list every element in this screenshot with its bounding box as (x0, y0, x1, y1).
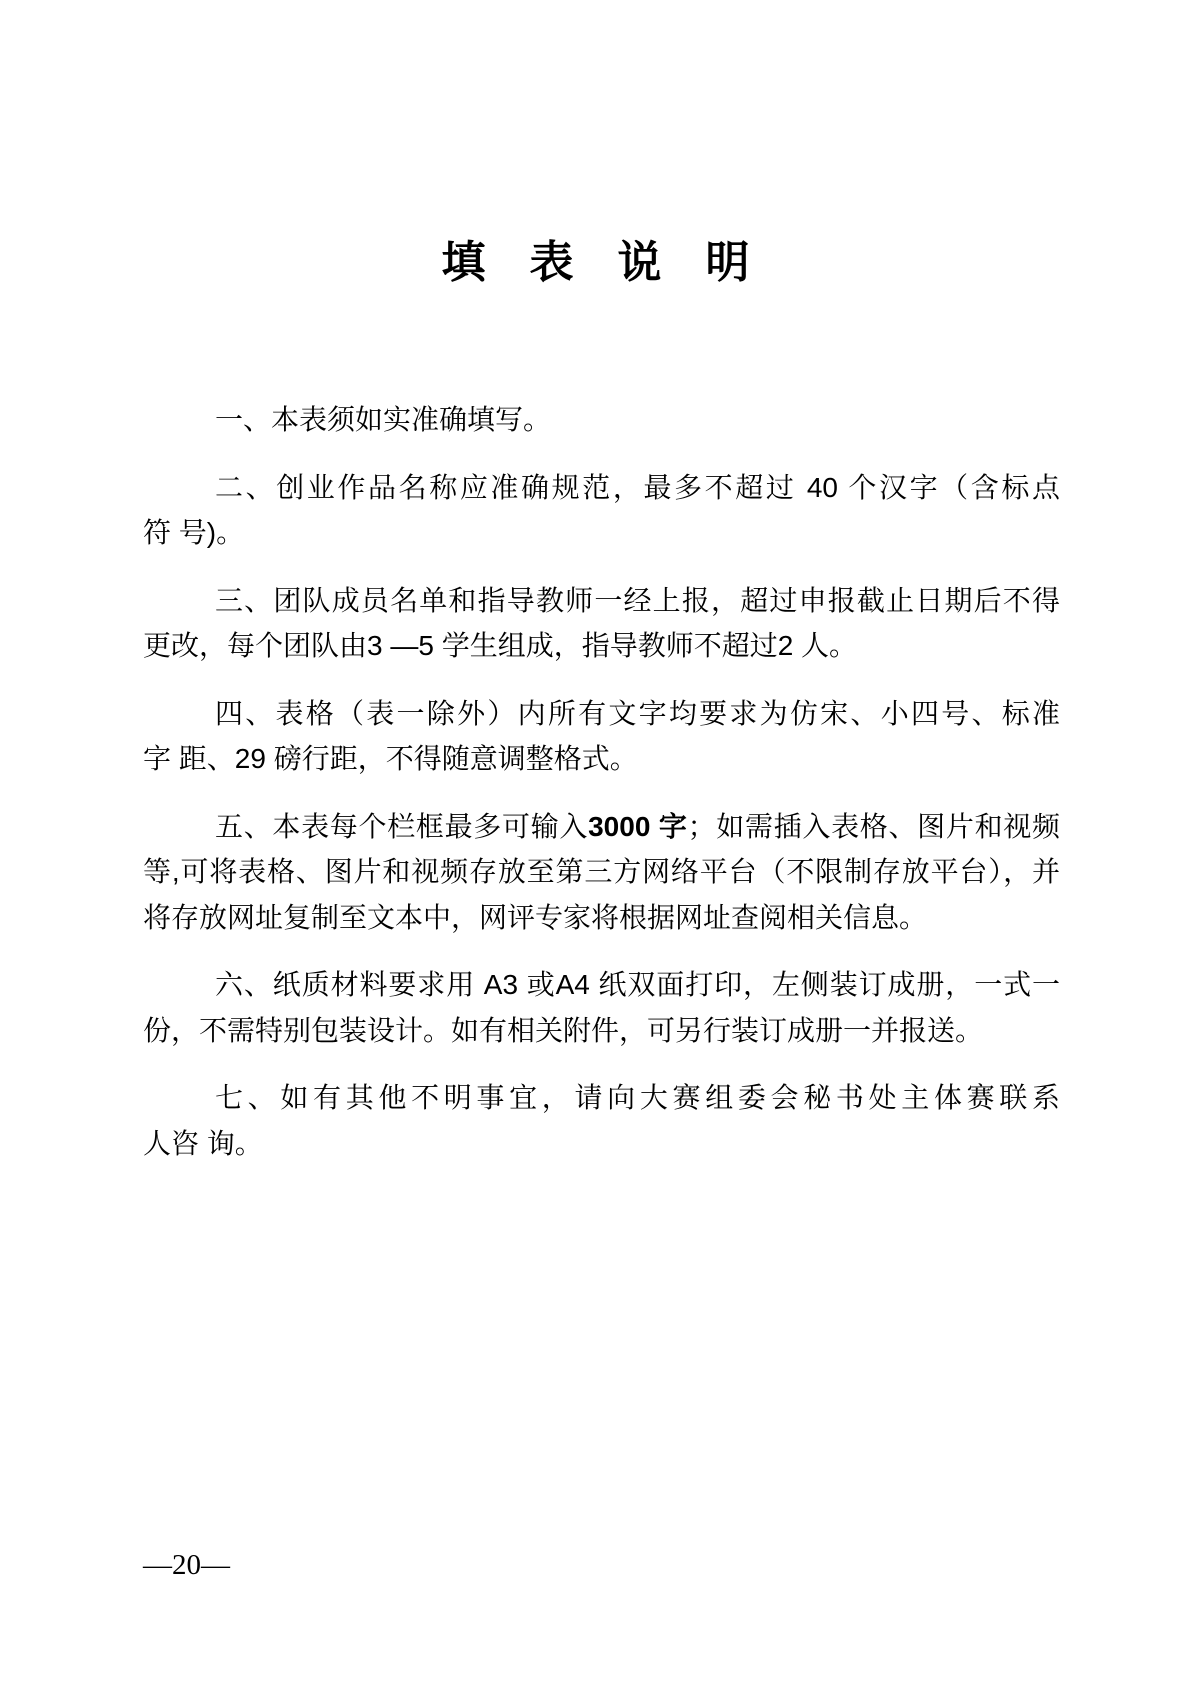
text-segment: 一、本表须如实准确填写。 (215, 404, 552, 435)
text-line (143, 397, 1060, 443)
text-segment: 符 号)。 (143, 517, 245, 548)
instruction-item-2 (143, 465, 1060, 556)
instruction-item-3 (143, 578, 1060, 669)
text-line (143, 804, 1060, 850)
text-segment: 五、本表每个栏框最多可输入 (215, 810, 589, 842)
text-segment: 六、纸质材料要求用 A3 或A4 纸双面打印，左侧装订成册，一式一 (215, 969, 1060, 1000)
text-line (143, 849, 1060, 895)
text-segment: 七、如有其他不明事宜，请向大赛组委会秘书处主体赛联系 (215, 1082, 1060, 1113)
instruction-item-1 (143, 397, 1060, 443)
text-line (143, 962, 1060, 1008)
text-segment: 人咨 询。 (143, 1127, 263, 1159)
text-segment: 三、团队成员名单和指导教师一经上报，超过申报截止日期后不得 (215, 584, 1060, 616)
instruction-item-5 (143, 804, 1060, 941)
text-segment: ；如需插入表格、图片和视频 (687, 810, 1060, 842)
page-title: 填 表 说 明 (441, 238, 750, 287)
text-segment: 将存放网址复制至文本中，网评专家将根据网址查阅相关信息。 (143, 901, 928, 933)
text-line (143, 578, 1060, 624)
text-line (143, 691, 1060, 737)
text-line (143, 465, 1060, 511)
text-line (143, 1008, 1060, 1054)
text-segment: 四、表格（表一除外）内所有文字均要求为仿宋、小四号、标准 (215, 697, 1060, 729)
text-line (143, 736, 1060, 782)
text-segment: 字 距、29 磅行距，不得随意调整格式。 (143, 743, 638, 774)
text-line (143, 895, 1060, 941)
text-segment: 份，不需特别包装设计。如有相关附件，可另行装订成册一并报送。 (143, 1014, 984, 1046)
text-line (143, 1121, 1060, 1167)
text-segment: 二、创业作品名称应准确规范，最多不超过 40 个汉字（含标点 (215, 471, 1060, 503)
bold-text-segment: 3000 字 (588, 810, 688, 842)
page-number: —20— (143, 1549, 230, 1581)
instruction-item-4 (143, 691, 1060, 782)
text-segment: 更改，每个团队由3 —5 学生组成，指导教师不超过2 人。 (143, 630, 858, 661)
text-line (143, 510, 1060, 556)
text-line (143, 623, 1060, 669)
text-segment: 等,可将表格、图片和视频存放至第三方网络平台（不限制存放平台），并 (143, 856, 1060, 887)
instruction-item-7 (143, 1075, 1060, 1166)
instructions-list (143, 397, 1060, 1166)
text-line (143, 1075, 1060, 1121)
page-footer (143, 1550, 230, 1582)
instruction-item-6 (143, 962, 1060, 1053)
